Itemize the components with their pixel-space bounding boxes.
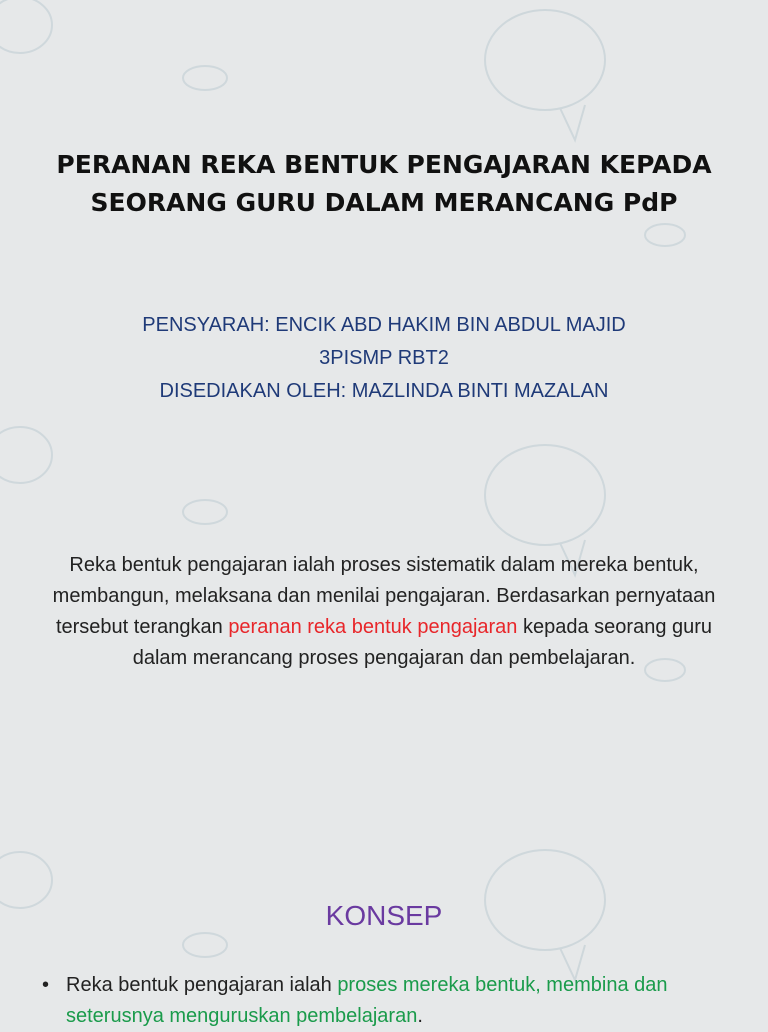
question-text [30,550,738,674]
bullet-marker: • [42,974,50,996]
concept-slide [0,850,768,1027]
concept-heading: KONSEP [325,900,443,931]
slide-subtitle [40,309,728,408]
lecturer-line: PENSYARAH: ENCIK ABD HAKIM BIN ABDUL MAJID [142,314,626,336]
title-line-1: PERANAN REKA BENTUK PENGAJARAN KEPADA [56,150,712,179]
bullet-text-part-2: . [417,1005,423,1027]
prepared-by-line: DISEDIAKAN OLEH: MAZLINDA BINTI MAZALAN [159,380,609,402]
question-slide [0,520,768,850]
title-line-2: SEORANG GURU DALAM MERANCANG PdP [90,188,678,217]
question-highlight: peranan reka bentuk pengajaran [228,616,518,638]
list-item [42,970,742,1032]
bullet-highlight: proses mereka bentuk, membina dan seterusnya menguruskan pembelajaran [66,974,668,1027]
question-text-part-2: kepada seorang guru dalam merancang proses pengajaran dan pembelajaran. [132,616,713,669]
concept-bullet-list [42,970,742,1032]
question-text-part-1: Reka bentuk pengajaran ialah proses sistematik dalam mereka bentuk, membangun, melaksana dan menilai pengajaran. Berdasarkan pernyataan tersebut terangkan [52,554,716,638]
bullet-text-part-1: Reka bentuk pengajaran ialah [66,974,338,996]
slide-title [40,146,728,222]
class-line: 3PISMP RBT2 [319,347,449,369]
